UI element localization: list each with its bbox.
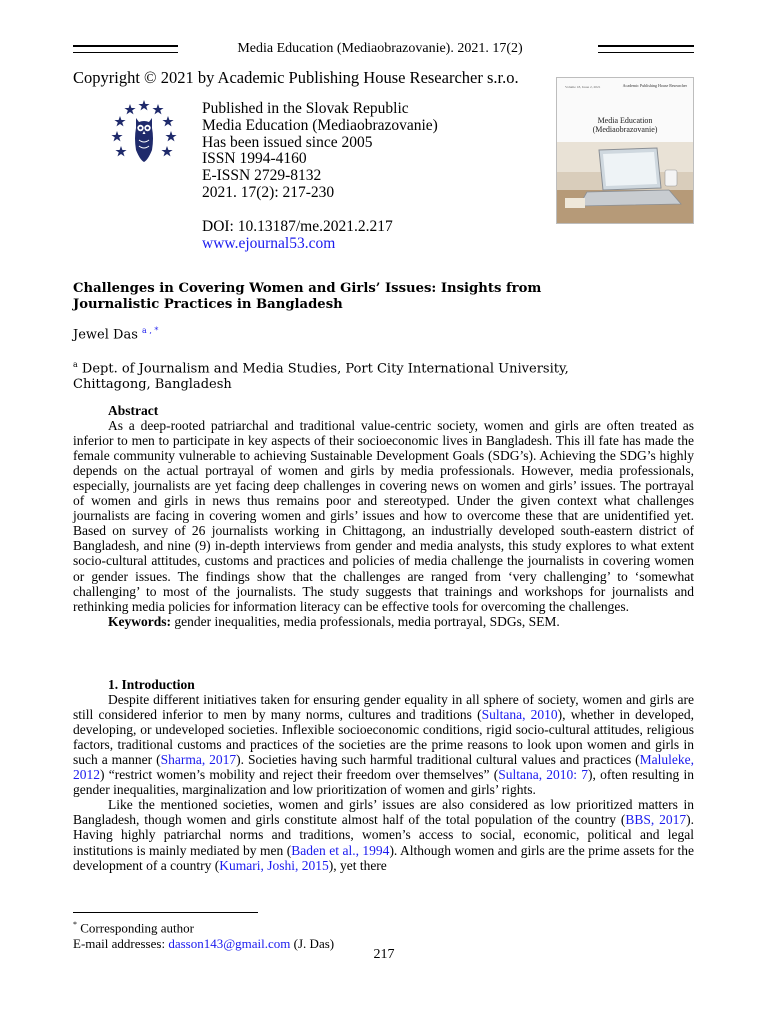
journal-cover-image: [556, 77, 694, 224]
cover-volume-line: Volume 18, Issue 2, 2021: [565, 85, 601, 89]
citation-link[interactable]: Baden et al., 1994: [291, 842, 390, 858]
publication-info: [202, 101, 438, 252]
owl-figure: [135, 118, 153, 162]
intro-p2-text: Like the mentioned societies, women and girls’ issues are also considered as low prioritized matters in Bangladesh, though women and girls constitute almost half of the total population of the country (: [73, 797, 694, 828]
abstract-heading: Abstract: [108, 403, 159, 418]
intro-p1-text: ), often resulting in gender inequalities, marginalization and low prioritization of women and girls’ rights.: [73, 767, 695, 798]
keywords-line: [73, 614, 694, 629]
cover-laptop-photo: [557, 142, 693, 223]
pub-country: Published in the Slovak Republic: [202, 100, 409, 117]
author-email-link[interactable]: dasson143@gmail.com: [168, 936, 291, 952]
affiliation-mark: a: [73, 360, 78, 369]
pub-journal: Media Education (Mediaobrazovanie): [202, 116, 438, 134]
pub-issn: ISSN 1994-4160: [202, 150, 307, 168]
logo-star: [115, 146, 126, 156]
keywords-list: gender inequalities, media professionals, media portrayal, SDGs, SEM.: [171, 613, 560, 629]
citation-link[interactable]: Maluleke, 2012: [73, 752, 695, 783]
intro-paragraph-2: [73, 797, 694, 872]
affiliation-line1: Dept. of Journalism and Media Studies, Port City International University,: [77, 361, 569, 377]
pub-citation: 2021. 17(2): 217-230: [202, 183, 335, 201]
corresponding-author-note: [73, 917, 334, 936]
header-rule-right-bottom: [598, 52, 694, 53]
author-affiliation-marks[interactable]: a , *: [142, 326, 159, 335]
header-rule-left-bottom: [73, 52, 178, 53]
cover-publisher: Academic Publishing House Researcher: [622, 83, 687, 88]
intro-p1-text: ) “restrict women’s mobility and reject their freedom over themselves” (: [100, 767, 499, 783]
page-number: 217: [373, 947, 395, 962]
owl-stars-logo-icon: [108, 98, 180, 168]
citation-link[interactable]: Sultana, 2010: [481, 707, 558, 723]
logo-star: [161, 146, 172, 156]
intro-p1-text: ), whether in developed, developing, or undeveloped societies. Inflexible socioeconomic conditions, rigid socio-cultural attitudes, religious factors, traditional customs and practices of the societies are the prime reasons to look upon women and girls in such a manner (: [73, 707, 694, 768]
introduction-section: [73, 677, 694, 873]
pub-eissn: E-ISSN 2729-8132: [202, 167, 322, 185]
article-title: Challenges in Covering Women and Girls’ Issues: Insights from Journalistic Practices in Bangladesh: [73, 281, 542, 312]
author-name: Jewel Das: [73, 327, 138, 343]
author-line: [73, 326, 158, 342]
pub-issued-since: Has been issued since 2005: [202, 133, 373, 151]
abstract-text: As a deep-rooted patriarchal and traditional value-centric society, women and girls are often treated as inferior to men to participate in key aspects of their socioeconomic lives in Bangladesh. This ill fate has made the female community vulnerable to achieving Sustainable Development Goals (SDG’s). Achieving the SDG’s highly depends on the actual portrayal of women and girls by media professionals. However, media professionals, especially, journalists are yet facing deep challenges in covering news on women and girls’ issues. The portrayal of women and girls in news thus remains poor and stereotyped. Under the given context what challenges journalists are facing in covering women and girls’ issues and how to overcome these that are unidentified yet. Based on survey of 26 journalists working in Chittagong, an industrially developed south-eastern district of Bangladesh, and nine (9) in-depth interviews from gender and media analysts, this study explores to what extent socio-cultural attitudes, customs and practices and policies of media challenge the journalists in covering women or gender issues. The findings show that the challenges are ranged from ‘very challenging’ to ‘somewhat challenging’ to most of the journalists. The study suggests that trainings and workshops for journalists and rethinking media policies for information literacy can be effective tools for overcoming the challenges.: [73, 418, 694, 614]
intro-paragraph-1: [73, 692, 694, 797]
logo-star: [114, 116, 125, 126]
header-rule-left-top: [73, 45, 178, 47]
intro-p1-text: Despite different initiatives taken for ensuring gender equality in all sphere of society, women and girls are still considered inferior to men by many norms, cultures and traditions (: [73, 692, 694, 723]
intro-p2-text: ), yet there: [328, 857, 387, 873]
logo-star: [124, 104, 135, 114]
intro-p2-text: ). Having highly patriarchal norms and traditions, women’s access to social, economic, political and legal institutions is mainly mediated by men (: [73, 812, 694, 858]
copyright-line: Copyright © 2021 by Academic Publishing House Researcher s.r.o.: [73, 68, 519, 87]
cover-title: [557, 116, 693, 134]
email-suffix: (J. Das): [290, 936, 335, 952]
cover-title-line1: Media Education: [597, 116, 653, 125]
citation-link[interactable]: Sharma, 2017: [160, 752, 237, 768]
logo-star: [162, 116, 173, 126]
pub-doi: DOI: 10.13187/me.2021.2.217: [202, 217, 393, 235]
journal-running-header: Media Education (Mediaobrazovanie). 2021. 17(2): [237, 41, 523, 56]
logo-star: [165, 131, 176, 141]
citation-link[interactable]: BBS, 2017: [625, 812, 687, 828]
logo-star: [152, 104, 163, 114]
email-note: [73, 936, 334, 952]
footnote-mark: *: [73, 920, 77, 929]
email-label: E-mail addresses:: [73, 936, 169, 952]
citation-link[interactable]: Kumari, Joshi, 2015: [219, 857, 329, 873]
affiliation: [73, 357, 573, 393]
journal-website-link[interactable]: www.ejournal53.com: [202, 234, 336, 252]
logo-star: [111, 131, 122, 141]
citation-link[interactable]: Sultana, 2010: 7: [498, 767, 589, 783]
abstract-section: [73, 403, 694, 629]
logo-star: [138, 100, 149, 110]
footnote-divider: [73, 912, 258, 913]
cover-title-line2: (Mediaobrazovanie): [592, 125, 658, 134]
intro-p1-text: ). Societies having such harmful traditional cultural values and practices (: [236, 752, 640, 768]
introduction-heading: 1. Introduction: [108, 677, 195, 692]
intro-p2-text: ). Although women and girls are the prime assets for the development of a country (: [73, 842, 694, 873]
header-rule-right-top: [598, 45, 694, 47]
footnotes: [73, 917, 334, 952]
keywords-label: Keywords:: [108, 613, 171, 629]
corresponding-author-text: Corresponding author: [77, 920, 194, 936]
affiliation-line2: Chittagong, Bangladesh: [73, 377, 232, 393]
